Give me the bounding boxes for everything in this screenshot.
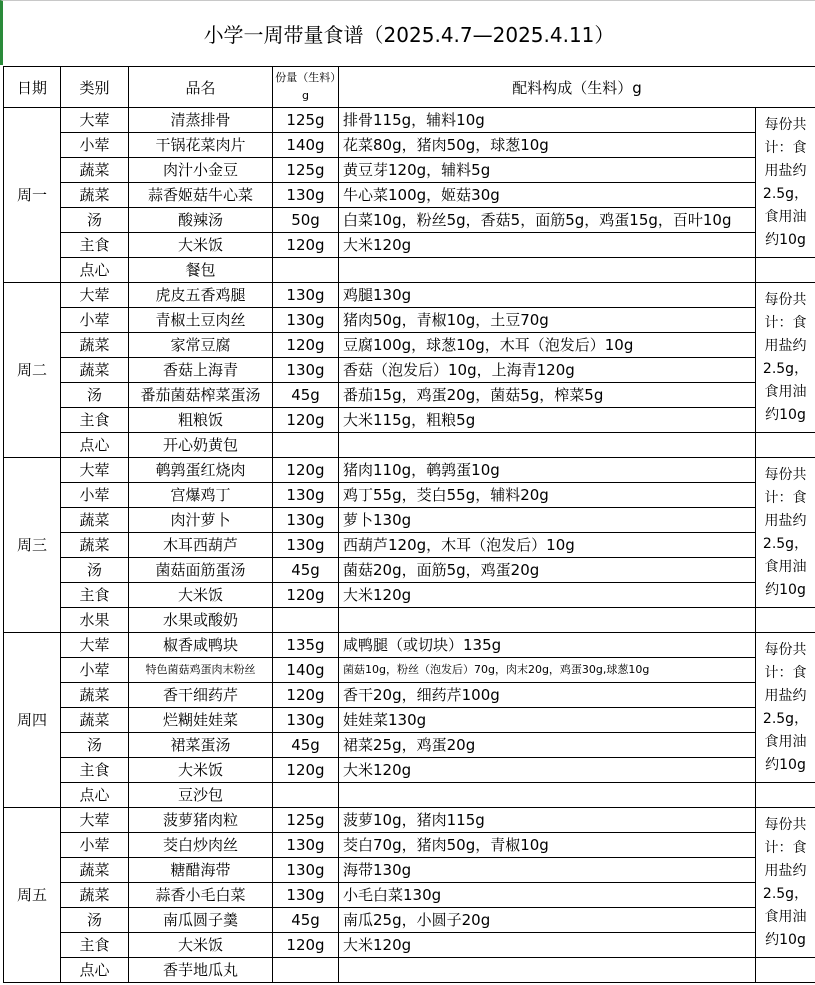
category-cell: 汤 (61, 383, 129, 408)
day-label: 周五 (4, 808, 61, 983)
category-cell: 主食 (61, 933, 129, 958)
portion-cell: 120g (273, 683, 339, 708)
portion-cell: 120g (273, 758, 339, 783)
category-cell: 主食 (61, 583, 129, 608)
header-ingredients: 配料构成（生料）g (339, 67, 815, 108)
menu-body (4, 108, 815, 983)
day-label: 周二 (4, 283, 61, 458)
ingredients-cell: 海带130g (339, 858, 756, 883)
table-row (4, 808, 815, 833)
ingredients-cell: 茭白70g，猪肉50g，青椒10g (339, 833, 756, 858)
ingredients-cell: 小毛白菜130g (339, 883, 756, 908)
portion-cell: 130g (273, 533, 339, 558)
table-row (4, 308, 815, 333)
category-cell: 小荤 (61, 133, 129, 158)
category-cell: 点心 (61, 958, 129, 983)
portion-cell: 125g (273, 158, 339, 183)
portion-cell: 125g (273, 808, 339, 833)
portion-cell (273, 958, 339, 983)
category-cell: 主食 (61, 408, 129, 433)
ingredients-cell: 花菜80g，猪肉50g，球葱10g (339, 133, 756, 158)
day-label: 周三 (4, 458, 61, 633)
ingredients-cell: 香干20g，细药芹100g (339, 683, 756, 708)
nutrition-note: 每份共计：食用盐约2.5g，食用油约10g (756, 108, 815, 258)
dish-cell: 酸辣汤 (129, 208, 273, 233)
portion-cell: 120g (273, 333, 339, 358)
dish-cell: 餐包 (129, 258, 273, 283)
category-cell: 蔬菜 (61, 158, 129, 183)
dish-cell: 家常豆腐 (129, 333, 273, 358)
table-row (4, 558, 815, 583)
nutrition-note: 每份共计：食用盐约2.5g，食用油约10g (756, 458, 815, 608)
empty-note-cell (756, 608, 815, 633)
category-cell: 汤 (61, 558, 129, 583)
category-cell: 大荤 (61, 283, 129, 308)
dish-cell: 茭白炒肉丝 (129, 833, 273, 858)
table-row (4, 533, 815, 558)
portion-cell: 130g (273, 308, 339, 333)
portion-cell: 130g (273, 358, 339, 383)
category-cell: 汤 (61, 908, 129, 933)
table-row (4, 683, 815, 708)
portion-cell: 120g (273, 408, 339, 433)
ingredients-cell: 鸡腿130g (339, 283, 756, 308)
dish-cell: 大米饭 (129, 233, 273, 258)
category-cell: 蔬菜 (61, 883, 129, 908)
empty-note-cell (756, 258, 815, 283)
header-row (4, 67, 815, 108)
table-row (4, 958, 815, 983)
ingredients-cell (339, 433, 756, 458)
dish-cell: 清蒸排骨 (129, 108, 273, 133)
category-cell: 蔬菜 (61, 533, 129, 558)
ingredients-cell: 大米120g (339, 758, 756, 783)
dish-cell: 肉汁小金豆 (129, 158, 273, 183)
ingredients-cell (339, 258, 756, 283)
portion-cell (273, 608, 339, 633)
category-cell: 蔬菜 (61, 708, 129, 733)
header-portion: 份量（生料）g (273, 67, 339, 108)
header-category: 类别 (61, 67, 129, 108)
table-row (4, 933, 815, 958)
ingredients-cell: 大米115g，粗粮5g (339, 408, 756, 433)
dish-cell: 香干细药芹 (129, 683, 273, 708)
ingredients-cell: 番茄15g，鸡蛋20g，菌菇5g，榨菜5g (339, 383, 756, 408)
ingredients-cell: 萝卜130g (339, 508, 756, 533)
portion-cell: 130g (273, 483, 339, 508)
portion-cell: 130g (273, 858, 339, 883)
category-cell: 水果 (61, 608, 129, 633)
dish-cell: 虎皮五香鸡腿 (129, 283, 273, 308)
menu-table (3, 66, 815, 983)
dish-cell: 菌菇面筋蛋汤 (129, 558, 273, 583)
ingredients-cell: 猪肉110g，鹌鹑蛋10g (339, 458, 756, 483)
table-row (4, 158, 815, 183)
category-cell: 小荤 (61, 483, 129, 508)
table-row (4, 383, 815, 408)
table-row (4, 133, 815, 158)
nutrition-note: 每份共计：食用盐约2.5g，食用油约10g (756, 633, 815, 783)
dish-cell: 粗粮饭 (129, 408, 273, 433)
table-row (4, 833, 815, 858)
category-cell: 蔬菜 (61, 183, 129, 208)
ingredients-cell: 菌菇10g，粉丝（泡发后）70g，肉末20g，鸡蛋30g,球葱10g (339, 658, 756, 683)
portion-cell: 130g (273, 183, 339, 208)
dish-cell: 豆沙包 (129, 783, 273, 808)
category-cell: 蔬菜 (61, 333, 129, 358)
dish-cell: 肉汁萝卜 (129, 508, 273, 533)
portion-cell (273, 433, 339, 458)
table-row (4, 508, 815, 533)
portion-cell: 125g (273, 108, 339, 133)
category-cell: 主食 (61, 758, 129, 783)
portion-cell: 130g (273, 833, 339, 858)
dish-cell: 糖醋海带 (129, 858, 273, 883)
dish-cell: 宫爆鸡丁 (129, 483, 273, 508)
dish-cell: 大米饭 (129, 583, 273, 608)
dish-cell: 大米饭 (129, 933, 273, 958)
dish-cell: 开心奶黄包 (129, 433, 273, 458)
category-cell: 大荤 (61, 108, 129, 133)
table-row (4, 783, 815, 808)
category-cell: 主食 (61, 233, 129, 258)
portion-cell (273, 258, 339, 283)
table-row (4, 608, 815, 633)
portion-cell: 45g (273, 383, 339, 408)
portion-cell: 140g (273, 658, 339, 683)
empty-note-cell (756, 783, 815, 808)
category-cell: 点心 (61, 258, 129, 283)
ingredients-cell: 豆腐100g，球葱10g，木耳（泡发后）10g (339, 333, 756, 358)
portion-cell: 130g (273, 883, 339, 908)
portion-cell: 140g (273, 133, 339, 158)
dish-cell: 蒜香小毛白菜 (129, 883, 273, 908)
ingredients-cell: 牛心菜100g，姬菇30g (339, 183, 756, 208)
dish-cell: 青椒土豆肉丝 (129, 308, 273, 333)
category-cell: 小荤 (61, 833, 129, 858)
nutrition-note: 每份共计：食用盐约2.5g，食用油约10g (756, 808, 815, 958)
table-row (4, 408, 815, 433)
table-row (4, 108, 815, 133)
ingredients-cell: 白菜10g，粉丝5g，香菇5，面筋5g，鸡蛋15g，百叶10g (339, 208, 756, 233)
ingredients-cell: 大米120g (339, 233, 756, 258)
table-row (4, 208, 815, 233)
dish-cell: 特色菌菇鸡蛋肉末粉丝 (129, 658, 273, 683)
ingredients-cell: 大米120g (339, 583, 756, 608)
portion-cell (273, 783, 339, 808)
category-cell: 汤 (61, 208, 129, 233)
portion-cell: 130g (273, 283, 339, 308)
table-row (4, 858, 815, 883)
ingredients-cell: 咸鸭腿（或切块）135g (339, 633, 756, 658)
ingredients-cell: 裙菜25g，鸡蛋20g (339, 733, 756, 758)
ingredients-cell: 鸡丁55g，茭白55g，辅料20g (339, 483, 756, 508)
table-row (4, 458, 815, 483)
category-cell: 点心 (61, 783, 129, 808)
table-row (4, 433, 815, 458)
table-row (4, 758, 815, 783)
ingredients-cell: 黄豆芽120g，辅料5g (339, 158, 756, 183)
day-label: 周一 (4, 108, 61, 283)
category-cell: 大荤 (61, 458, 129, 483)
category-cell: 点心 (61, 433, 129, 458)
portion-cell: 45g (273, 733, 339, 758)
dish-cell: 水果或酸奶 (129, 608, 273, 633)
table-row (4, 333, 815, 358)
category-cell: 蔬菜 (61, 683, 129, 708)
nutrition-note: 每份共计：食用盐约2.5g，食用油约10g (756, 283, 815, 433)
table-row (4, 733, 815, 758)
portion-cell: 120g (273, 933, 339, 958)
ingredients-cell: 排骨115g，辅料10g (339, 108, 756, 133)
ingredients-cell: 猪肉50g，青椒10g，土豆70g (339, 308, 756, 333)
table-row (4, 633, 815, 658)
category-cell: 汤 (61, 733, 129, 758)
dish-cell: 香菇上海青 (129, 358, 273, 383)
category-cell: 蔬菜 (61, 358, 129, 383)
portion-cell: 50g (273, 208, 339, 233)
category-cell: 大荤 (61, 808, 129, 833)
portion-cell: 120g (273, 583, 339, 608)
table-row (4, 883, 815, 908)
ingredients-cell: 大米120g (339, 933, 756, 958)
category-cell: 小荤 (61, 308, 129, 333)
dish-cell: 菠萝猪肉粒 (129, 808, 273, 833)
ingredients-cell: 香菇（泡发后）10g，上海青120g (339, 358, 756, 383)
dish-cell: 南瓜圆子羹 (129, 908, 273, 933)
table-row (4, 483, 815, 508)
table-row (4, 258, 815, 283)
dish-cell: 大米饭 (129, 758, 273, 783)
portion-cell: 45g (273, 558, 339, 583)
dish-cell: 香芋地瓜丸 (129, 958, 273, 983)
portion-cell: 45g (273, 908, 339, 933)
table-row (4, 183, 815, 208)
portion-cell: 130g (273, 508, 339, 533)
page-title: 小学一周带量食谱（2025.4.7—2025.4.11） (0, 0, 815, 65)
table-row (4, 708, 815, 733)
ingredients-cell (339, 608, 756, 633)
ingredients-cell (339, 958, 756, 983)
table-row (4, 233, 815, 258)
ingredients-cell: 菌菇20g，面筋5g，鸡蛋20g (339, 558, 756, 583)
day-label: 周四 (4, 633, 61, 808)
table-row (4, 658, 815, 683)
dish-cell: 椒香咸鸭块 (129, 633, 273, 658)
ingredients-cell: 西葫芦120g，木耳（泡发后）10g (339, 533, 756, 558)
category-cell: 大荤 (61, 633, 129, 658)
portion-cell: 120g (273, 233, 339, 258)
dish-cell: 鹌鹑蛋红烧肉 (129, 458, 273, 483)
empty-note-cell (756, 958, 815, 983)
empty-note-cell (756, 433, 815, 458)
dish-cell: 蒜香姬菇牛心菜 (129, 183, 273, 208)
dish-cell: 干锅花菜肉片 (129, 133, 273, 158)
category-cell: 小荤 (61, 658, 129, 683)
table-row (4, 358, 815, 383)
ingredients-cell: 娃娃菜130g (339, 708, 756, 733)
portion-cell: 135g (273, 633, 339, 658)
ingredients-cell: 南瓜25g，小圆子20g (339, 908, 756, 933)
dish-cell: 烂糊娃娃菜 (129, 708, 273, 733)
table-row (4, 283, 815, 308)
dish-cell: 木耳西葫芦 (129, 533, 273, 558)
portion-cell: 120g (273, 458, 339, 483)
header-date: 日期 (4, 67, 61, 108)
header-dish: 品名 (129, 67, 273, 108)
table-row (4, 908, 815, 933)
dish-cell: 裙菜蛋汤 (129, 733, 273, 758)
table-row (4, 583, 815, 608)
category-cell: 蔬菜 (61, 858, 129, 883)
dish-cell: 番茄菌菇榨菜蛋汤 (129, 383, 273, 408)
category-cell: 蔬菜 (61, 508, 129, 533)
portion-cell: 130g (273, 708, 339, 733)
ingredients-cell: 菠萝10g，猪肉115g (339, 808, 756, 833)
ingredients-cell (339, 783, 756, 808)
